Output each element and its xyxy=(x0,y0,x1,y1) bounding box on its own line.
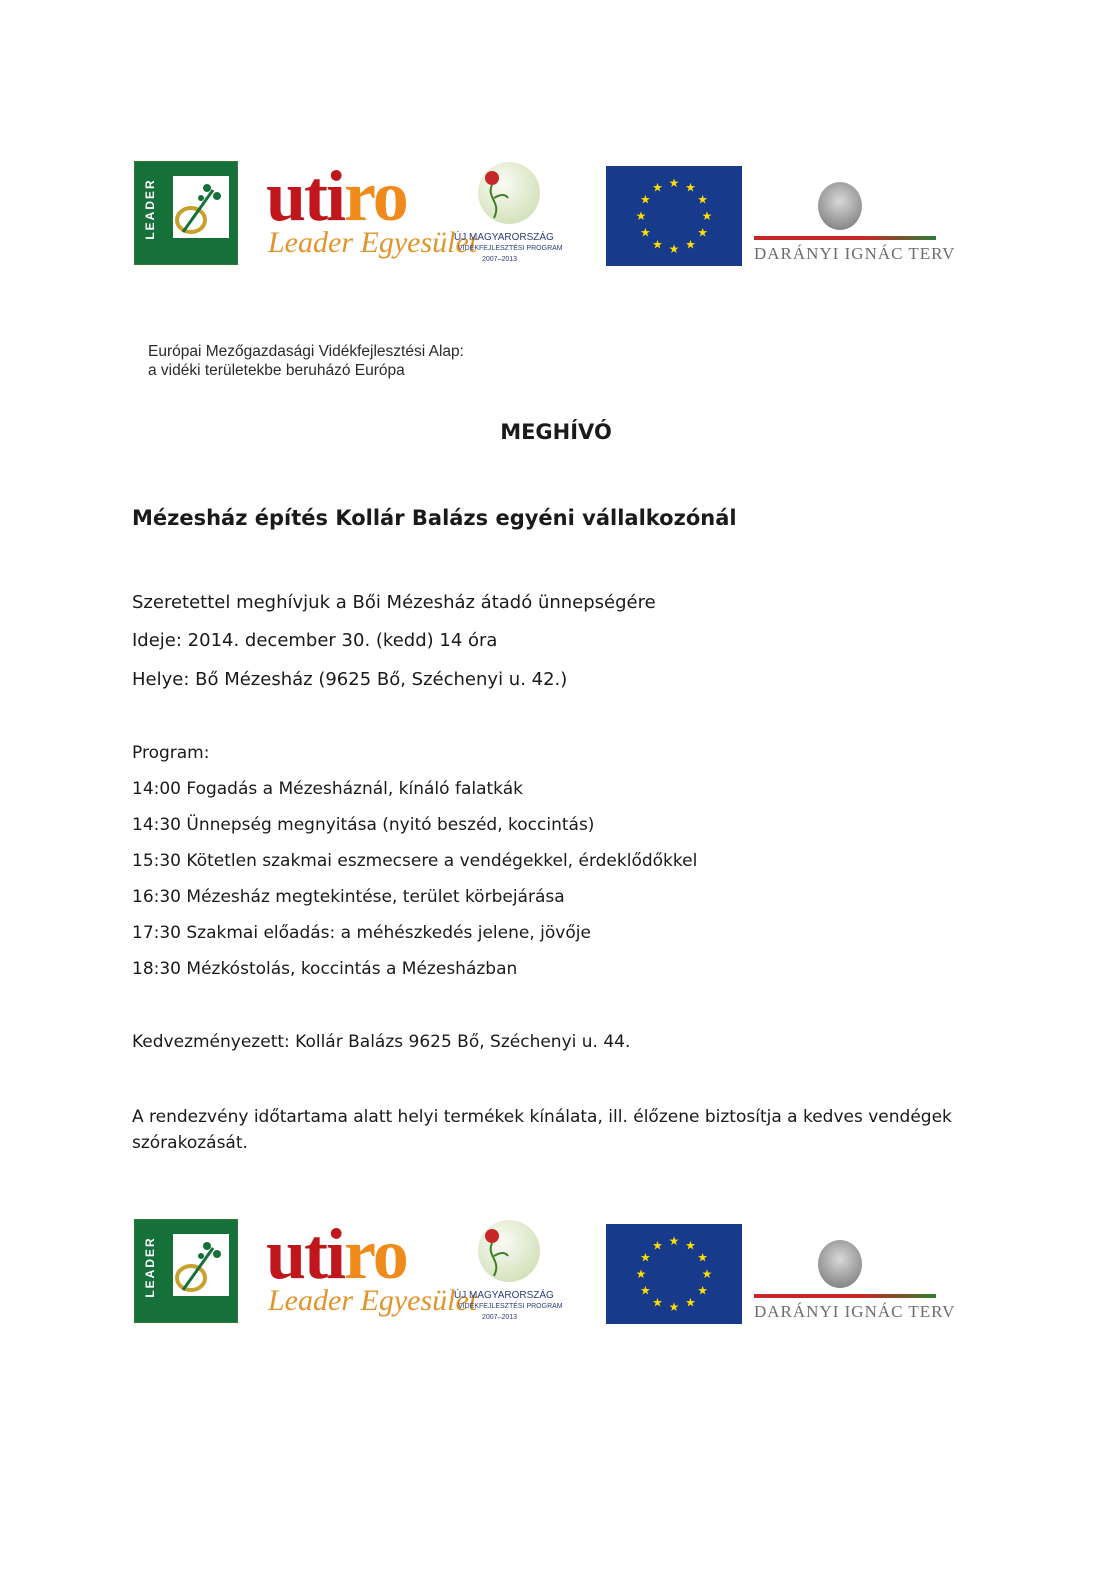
eu-flag xyxy=(606,166,742,266)
eu-star-icon: ★ xyxy=(652,1295,663,1310)
eu-star-icon: ★ xyxy=(635,1267,647,1281)
intro-line-invitation: Szeretettel meghívjuk a Bői Mézesház átadó ünnepségére xyxy=(132,592,656,613)
daranyi-text: DARÁNYI IGNÁC TERV xyxy=(754,244,956,263)
umvp-line1: ÚJ MAGYARORSZÁG xyxy=(454,1290,554,1301)
eu-star-icon: ★ xyxy=(685,1295,696,1310)
umvp-line2: VIDÉKFEJLESZTÉSI PROGRAM xyxy=(458,1303,563,1310)
umvp-line3: 2007–2013 xyxy=(482,256,518,263)
utiro-word-a: uti xyxy=(266,1214,345,1294)
logo-row-bottom xyxy=(0,1216,1112,1326)
eu-fund-line1: Európai Mezőgazdasági Vidékfejlesztési Alap: xyxy=(148,343,464,360)
eu-star-icon: ★ xyxy=(697,1283,708,1298)
portrait-icon xyxy=(818,182,862,230)
eu-star-icon: ★ xyxy=(701,209,713,223)
umvp-line3: 2007–2013 xyxy=(482,1314,518,1321)
eu-star-icon: ★ xyxy=(697,225,708,240)
event-subtitle: Mézesház építés Kollár Balázs egyéni vállalkozónál xyxy=(132,506,737,530)
eu-fund-text xyxy=(148,342,464,380)
eu-star-icon: ★ xyxy=(685,237,696,252)
umvp-line1: ÚJ MAGYARORSZÁG xyxy=(454,232,554,243)
leader-logo xyxy=(134,161,238,265)
program-item: 14:30 Ünnepség megnyitása (nyitó beszéd, koccintás) xyxy=(132,815,595,835)
intro-line-location: Helye: Bő Mézesház (9625 Bő, Széchenyi u. 42.) xyxy=(132,669,568,690)
eu-star-icon: ★ xyxy=(685,1238,696,1253)
beneficiary-text: Kedvezményezett: Kollár Balázs 9625 Bő, Széchenyi u. 44. xyxy=(132,1032,631,1052)
eu-star-icon: ★ xyxy=(701,1267,713,1281)
uj-magyarorszag-logo xyxy=(454,162,574,266)
leaf-icon xyxy=(173,176,233,252)
daranyi-ignac-terv-logo xyxy=(754,182,956,268)
eu-star-icon: ★ xyxy=(640,192,651,207)
eu-star-icon: ★ xyxy=(668,242,680,256)
eu-star-icon: ★ xyxy=(640,1283,651,1298)
utiro-word-b: ro xyxy=(344,156,407,236)
eu-star-icon: ★ xyxy=(685,180,696,195)
program-item: 17:30 Szakmai előadás: a méhészkedés jelene, jövője xyxy=(132,923,591,943)
eu-star-icon: ★ xyxy=(697,192,708,207)
eu-star-icon: ★ xyxy=(668,1234,680,1248)
utiro-subtitle: Leader Egyesület xyxy=(268,226,478,259)
closing-paragraph: A rendezvény időtartama alatt helyi termékek kínálata, ill. élőzene biztosítja a kedves vendégek szórakozását. xyxy=(132,1107,952,1153)
eu-fund-line2: a vidéki területekbe beruházó Európa xyxy=(148,362,405,379)
eu-star-icon: ★ xyxy=(668,176,680,190)
eu-star-icon: ★ xyxy=(652,180,663,195)
daranyi-text: DARÁNYI IGNÁC TERV xyxy=(754,1302,956,1321)
eu-star-icon: ★ xyxy=(635,209,647,223)
leader-logo xyxy=(134,1219,238,1323)
eu-star-icon: ★ xyxy=(652,1238,663,1253)
program-heading: Program: xyxy=(132,743,210,763)
daranyi-ignac-terv-logo xyxy=(754,1240,956,1326)
utiro-word-b: ro xyxy=(344,1214,407,1294)
page-title: MEGHÍVÓ xyxy=(500,420,612,444)
uj-magyarorszag-logo xyxy=(454,1220,574,1324)
eu-star-icon: ★ xyxy=(697,1250,708,1265)
portrait-icon xyxy=(818,1240,862,1288)
logo-row-top xyxy=(0,158,1112,268)
leader-logo-text: LEADER xyxy=(143,178,157,240)
eu-stars-icon xyxy=(606,166,742,266)
program-item: 18:30 Mézkóstolás, koccintás a Mézesházban xyxy=(132,959,518,979)
eu-flag xyxy=(606,1224,742,1324)
leader-logo-text: LEADER xyxy=(143,1236,157,1298)
rose-icon xyxy=(482,168,522,222)
eu-star-icon: ★ xyxy=(640,225,651,240)
eu-stars-icon xyxy=(606,1224,742,1324)
program-item: 14:00 Fogadás a Mézesháznál, kínáló falatkák xyxy=(132,779,523,799)
rose-icon xyxy=(482,1226,522,1280)
program-item: 15:30 Kötetlen szakmai eszmecsere a vendégekkel, érdeklődőkkel xyxy=(132,851,698,871)
program-item: 16:30 Mézesház megtekintése, terület körbejárása xyxy=(132,887,565,907)
eu-star-icon: ★ xyxy=(640,1250,651,1265)
umvp-line2: VIDÉKFEJLESZTÉSI PROGRAM xyxy=(458,245,563,252)
eu-star-icon: ★ xyxy=(652,237,663,252)
utiro-word-a: uti xyxy=(266,156,345,236)
leaf-icon xyxy=(173,1234,233,1310)
utiro-subtitle: Leader Egyesület xyxy=(268,1284,478,1317)
intro-line-date: Ideje: 2014. december 30. (kedd) 14 óra xyxy=(132,630,498,651)
eu-star-icon: ★ xyxy=(668,1300,680,1314)
